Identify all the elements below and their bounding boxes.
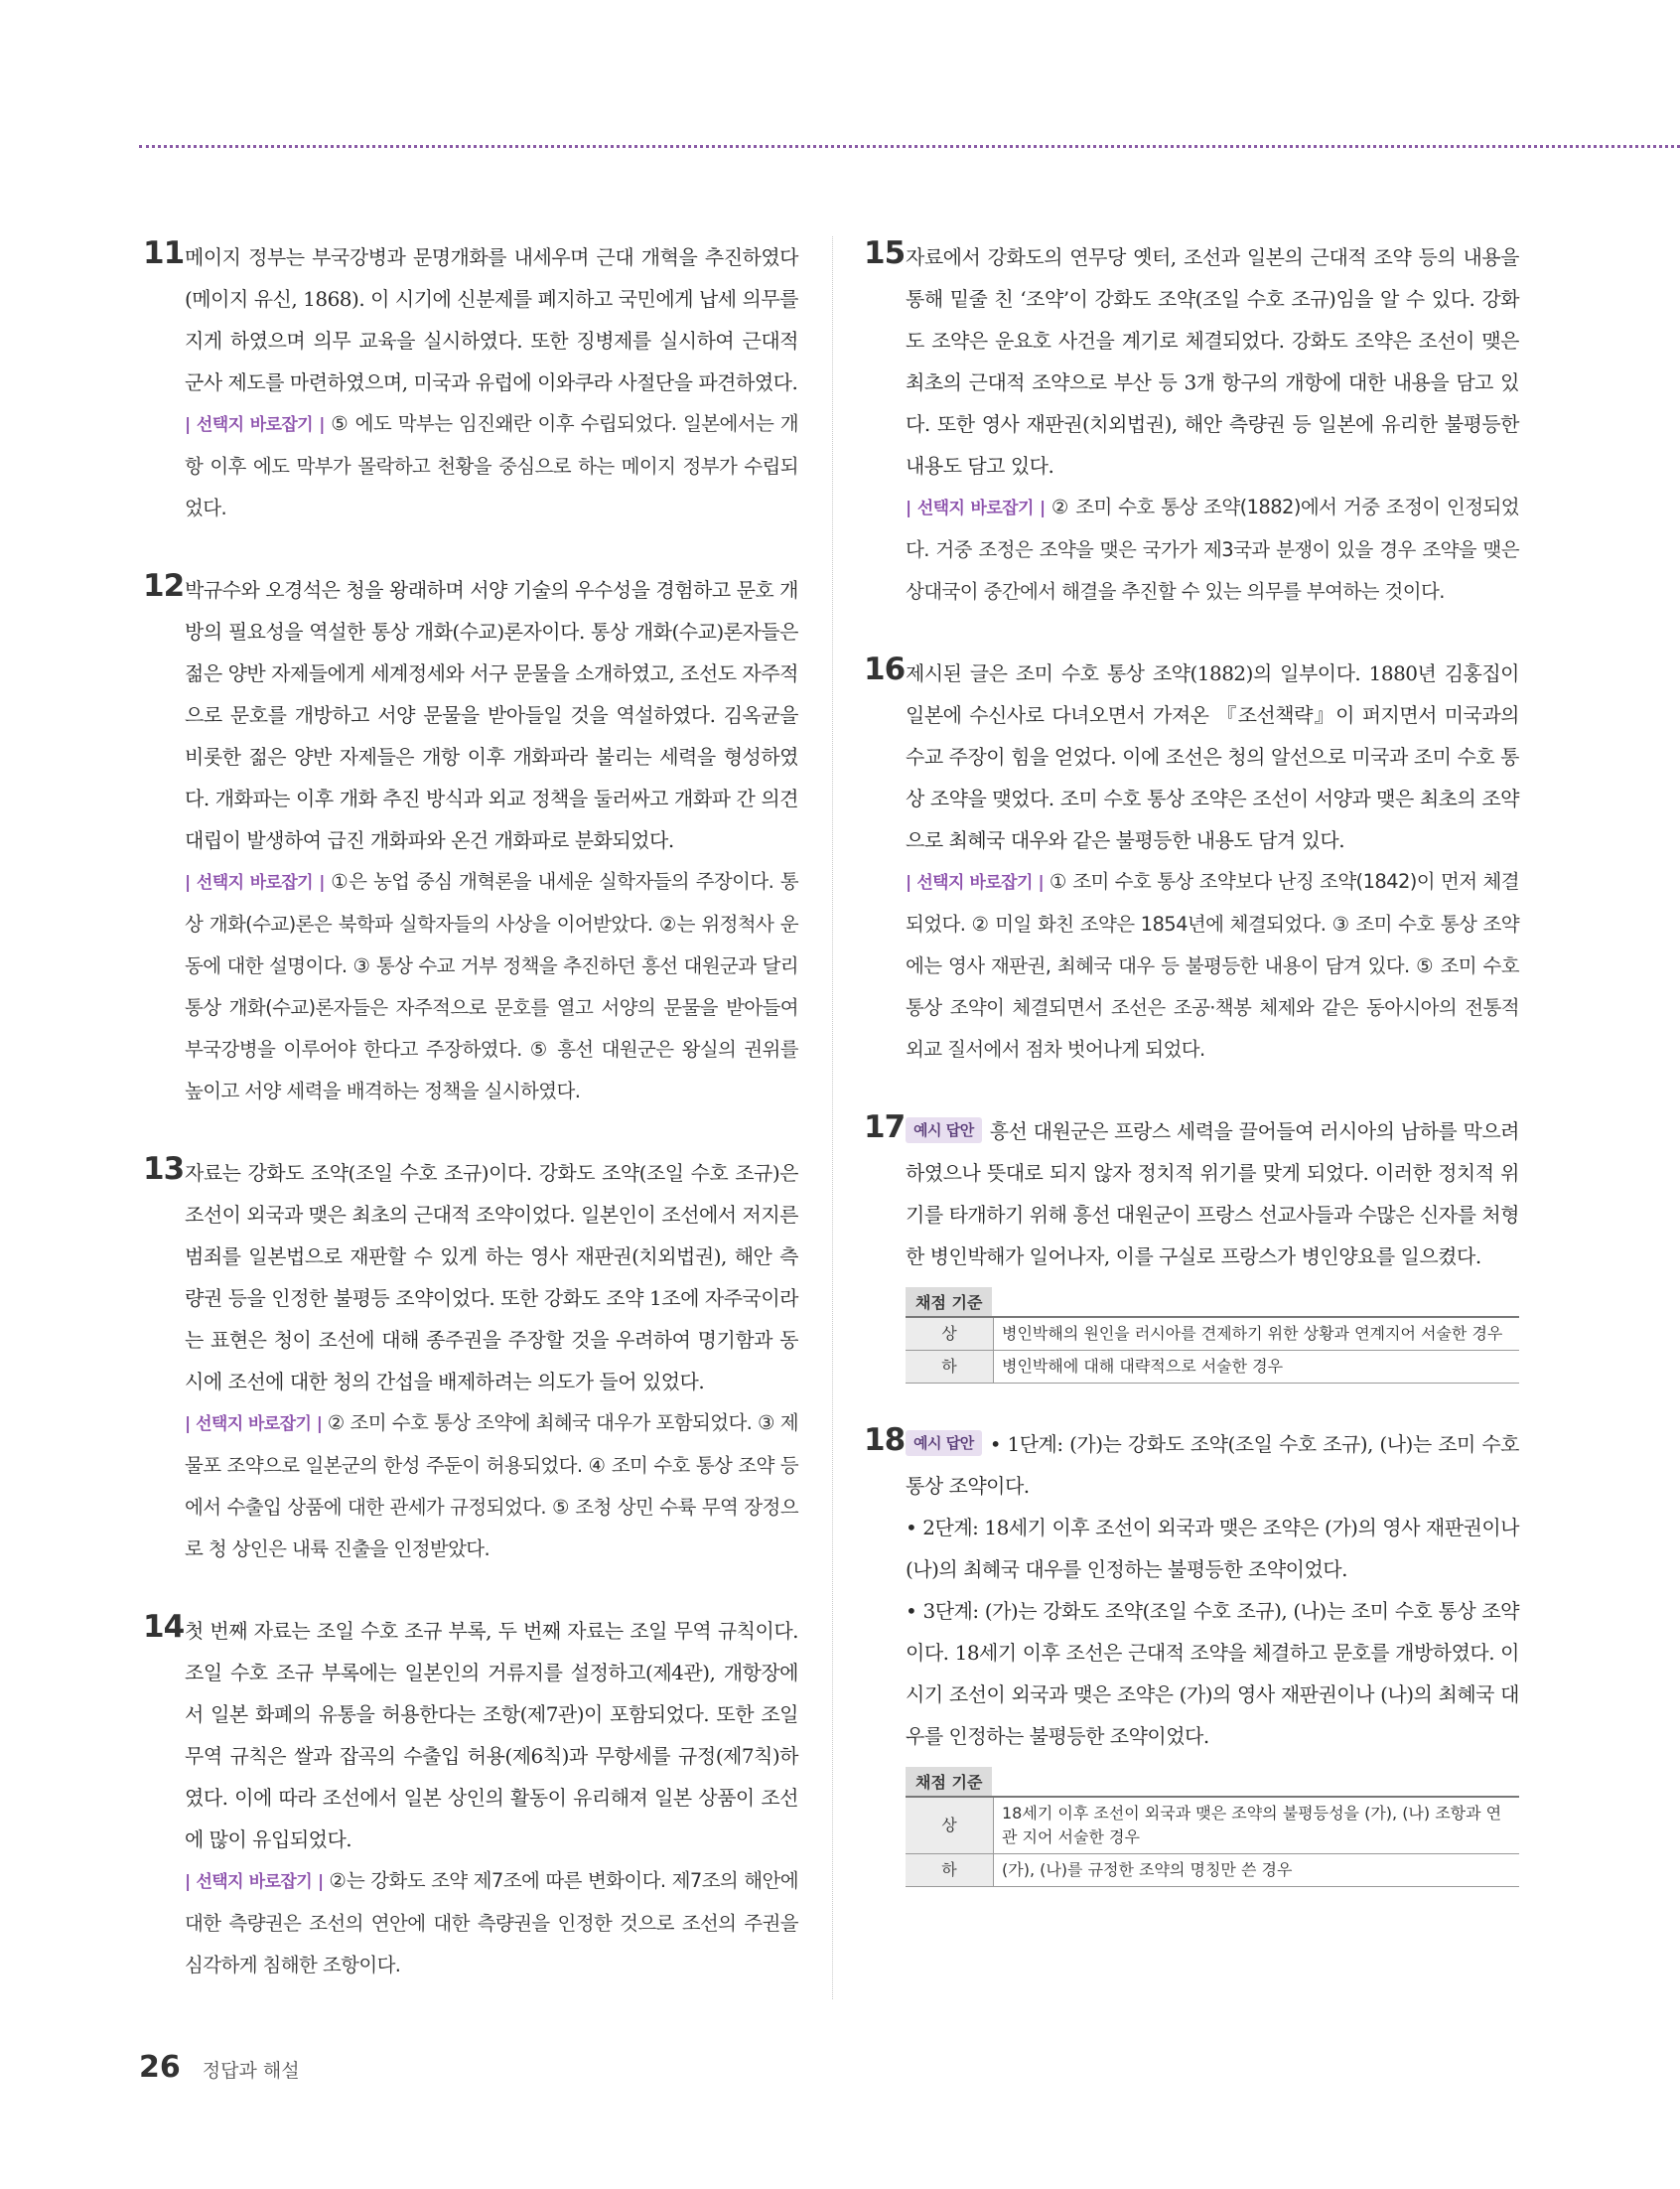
question-12 bbox=[143, 569, 798, 1112]
fix-block bbox=[185, 861, 798, 1112]
rubric-table bbox=[906, 1316, 1519, 1384]
fix-label: | 선택지 바로잡기 | bbox=[906, 499, 1051, 518]
right-column bbox=[864, 236, 1519, 1927]
fix-text: ① 조미 수호 통상 조약보다 난징 조약(1842)이 먼저 체결되었다. ② 미일 화친 조약은 1854년에 체결되었다. ③ 조미 수호 통상 조약에는 영사 재판권, 최혜국 대우 등 불평등한 내용이 담겨 있다. ⑤ 조미 수호 통상 조약이 체결되면서 조선은 조공·책봉 체제와 같은 동아시아의 전통적 외교 질서에서 점차 벗어나게 되었다. bbox=[906, 870, 1519, 1061]
question-17 bbox=[864, 1110, 1519, 1384]
question-13 bbox=[143, 1152, 798, 1570]
rubric-title: 채점 기준 bbox=[906, 1767, 992, 1796]
rubric-title: 채점 기준 bbox=[906, 1287, 992, 1316]
rubric-level: 상 bbox=[906, 1797, 994, 1854]
left-column bbox=[143, 236, 798, 2026]
question-number: 11 bbox=[143, 235, 185, 271]
step-2: • 2단계: 18세기 이후 조선이 외국과 맺은 조약은 (가)의 영사 재판권이나 (나)의 최혜국 대우를 인정하는 불평등한 조약이었다. bbox=[906, 1516, 1519, 1581]
rubric-row bbox=[906, 1351, 1519, 1384]
fix-block bbox=[906, 861, 1519, 1071]
question-15 bbox=[864, 236, 1519, 613]
rubric-level: 하 bbox=[906, 1351, 994, 1384]
fix-block bbox=[906, 487, 1519, 613]
question-16 bbox=[864, 653, 1519, 1071]
example-answer-text: 예시 답안 흥선 대원군은 프랑스 세력을 끌어들여 러시아의 남하를 막으려 하였으나 뜻대로 되지 않자 정치적 위기를 맞게 되었다. 이러한 정치적 위기를 타개하기 위해 흥선 대원군이 프랑스 선교사들과 수많은 신자를 처형한 병인박해가 일어나자, 이를 구실로 프랑스가 병인양요를 일으켰다. bbox=[906, 1119, 1519, 1268]
rubric-desc: (가), (나)를 규정한 조약의 명칭만 쓴 경우 bbox=[994, 1854, 1520, 1887]
question-number: 18 bbox=[864, 1422, 906, 1458]
fix-text: ②는 강화도 조약 제7조에 따른 변화이다. 제7조의 해안에 대한 측량권은 조선의 연안에 대한 측량권을 인정한 것으로 조선의 주권을 심각하게 침해한 조항이다. bbox=[185, 1869, 798, 1976]
question-number: 16 bbox=[864, 652, 906, 687]
example-answer-badge: 예시 답안 bbox=[906, 1430, 982, 1456]
scoring-rubric bbox=[906, 1287, 1519, 1384]
question-number: 13 bbox=[143, 1151, 185, 1187]
question-18 bbox=[864, 1423, 1519, 1887]
footer-title: 정답과 해설 bbox=[202, 2060, 300, 2082]
rubric-desc: 병인박해에 대해 대략적으로 서술한 경우 bbox=[994, 1351, 1520, 1384]
explanation-text: 박규수와 오경석은 청을 왕래하며 서양 기술의 우수성을 경험하고 문호 개방의 필요성을 역설한 통상 개화(수교)론자이다. 통상 개화(수교)론자들은 젊은 양반 자제들에게 세계정세와 서구 문물을 소개하였고, 조선도 자주적으로 문호를 개방하고 서양 문물을 받아들일 것을 역설하였다. 김옥균을 비롯한 젊은 양반 자제들은 개항 이후 개화파라 불리는 세력을 형성하였다. 개화파는 이후 개화 추진 방식과 외교 정책을 둘러싸고 개화파 간 의견 대립이 발생하여 급진 개화파와 온건 개화파로 분화되었다. bbox=[185, 578, 798, 852]
rubric-desc: 18세기 이후 조선이 외국과 맺은 조약의 불평등성을 (가), (나) 조항과 연관 지어 서술한 경우 bbox=[994, 1797, 1520, 1854]
fix-text: ② 조미 수호 통상 조약에 최혜국 대우가 포함되었다. ③ 제물포 조약으로 일본군의 한성 주둔이 허용되었다. ④ 조미 수호 통상 조약 등에서 수출입 상품에 대한 관세가 규정되었다. ⑤ 조청 상민 수륙 무역 장정으로 청 상인은 내륙 진출을 인정받았다. bbox=[185, 1411, 798, 1560]
fix-label: | 선택지 바로잡기 | bbox=[185, 1414, 328, 1434]
column-divider bbox=[832, 236, 833, 1999]
rubric-row bbox=[906, 1317, 1519, 1351]
header-dotted-rule bbox=[139, 145, 1680, 148]
fix-label: | 선택지 바로잡기 | bbox=[185, 415, 332, 435]
question-14 bbox=[143, 1610, 798, 1986]
fix-label: | 선택지 바로잡기 | bbox=[906, 873, 1050, 893]
fix-text: ⑤ 에도 막부는 임진왜란 이후 수립되었다. 일본에서는 개항 이후 에도 막부가 몰락하고 천황을 중심으로 하는 메이지 정부가 수립되었다. bbox=[185, 412, 798, 519]
step-3: • 3단계: (가)는 강화도 조약(조일 수호 조규), (나)는 조미 수호 통상 조약이다. 18세기 이후 조선은 근대적 조약을 체결하고 문호를 개방하였다. 이 시기 조선이 외국과 맺은 조약은 (가)의 영사 재판권이나 (나)의 최혜국 대우를 인정하는 불평등한 조약이었다. bbox=[906, 1599, 1519, 1748]
rubric-row bbox=[906, 1854, 1519, 1887]
page-footer bbox=[139, 2050, 300, 2085]
question-number: 12 bbox=[143, 568, 185, 604]
fix-block bbox=[185, 1860, 798, 1986]
rubric-desc: 병인박해의 원인을 러시아를 견제하기 위한 상황과 연계지어 서술한 경우 bbox=[994, 1317, 1520, 1351]
fix-label: | 선택지 바로잡기 | bbox=[185, 1872, 330, 1892]
question-number: 17 bbox=[864, 1109, 906, 1145]
scoring-rubric bbox=[906, 1767, 1519, 1887]
explanation-text: 첫 번째 자료는 조일 수호 조규 부록, 두 번째 자료는 조일 무역 규칙이다. 조일 수호 조규 부록에는 일본인의 거류지를 설정하고(제4관), 개항장에서 일본 화폐의 유통을 허용한다는 조항(제7관)이 포함되었다. 또한 조일 무역 규칙은 쌀과 잡곡의 수출입 허용(제6칙)과 무항세를 규정(제7칙)하였다. 이에 따라 조선에서 일본 상인의 활동이 유리해져 일본 상품이 조선에 많이 유입되었다. bbox=[185, 1619, 798, 1851]
example-answer-badge: 예시 답안 bbox=[906, 1117, 982, 1143]
rubric-table bbox=[906, 1796, 1519, 1887]
rubric-level: 하 bbox=[906, 1854, 994, 1887]
fix-block bbox=[185, 403, 798, 529]
explanation-text: 자료는 강화도 조약(조일 수호 조규)이다. 강화도 조약(조일 수호 조규)은 조선이 외국과 맺은 최초의 근대적 조약이었다. 일본인이 조선에서 저지른 범죄를 일본법으로 재판할 수 있게 하는 영사 재판권(치외법권), 해안 측량권 등을 인정한 불평등 조약이었다. 또한 강화도 조약 1조에 자주국이라는 표현은 청이 조선에 대해 종주권을 주장할 것을 우려하여 명기함과 동시에 조선에 대한 청의 간섭을 배제하려는 의도가 들어 있었다. bbox=[185, 1161, 798, 1393]
fix-label: | 선택지 바로잡기 | bbox=[185, 873, 332, 893]
page-number: 26 bbox=[139, 2050, 181, 2085]
question-number: 15 bbox=[864, 235, 906, 271]
fix-text: ② 조미 수호 통상 조약(1882)에서 거중 조정이 인정되었다. 거중 조정은 조약을 맺은 국가가 제3국과 분쟁이 있을 경우 조약을 맺은 상대국이 중간에서 해결을 추진할 수 있는 의무를 부여하는 것이다. bbox=[906, 496, 1519, 603]
fix-text: ①은 농업 중심 개혁론을 내세운 실학자들의 주장이다. 통상 개화(수교)론은 북학파 실학자들의 사상을 이어받았다. ②는 위정척사 운동에 대한 설명이다. ③ 통상 수교 거부 정책을 추진하던 흥선 대원군과 달리 통상 개화(수교)론자들은 자주적으로 문호를 열고 서양의 문물을 받아들여 부국강병을 이루어야 한다고 주장하였다. ⑤ 흥선 대원군은 왕실의 권위를 높이고 서양 세력을 배격하는 정책을 실시하였다. bbox=[185, 870, 798, 1102]
rubric-level: 상 bbox=[906, 1317, 994, 1351]
question-number: 14 bbox=[143, 1609, 185, 1645]
step-1: 예시 답안 • 1단계: (가)는 강화도 조약(조일 수호 조규), (나)는 조미 수호 통상 조약이다. bbox=[906, 1432, 1519, 1498]
explanation-text: 제시된 글은 조미 수호 통상 조약(1882)의 일부이다. 1880년 김홍집이 일본에 수신사로 다녀오면서 가져온 『조선책략』이 퍼지면서 미국과의 수교 주장이 힘을 얻었다. 이에 조선은 청의 알선으로 미국과 조미 수호 통상 조약을 맺었다. 조미 수호 통상 조약은 조선이 서양과 맺은 최초의 조약으로 최혜국 대우와 같은 불평등한 내용도 담겨 있다. bbox=[906, 661, 1519, 852]
explanation-text: 자료에서 강화도의 연무당 옛터, 조선과 일본의 근대적 조약 등의 내용을 통해 밑줄 친 ‘조약’이 강화도 조약(조일 수호 조규)임을 알 수 있다. 강화도 조약은 운요호 사건을 계기로 체결되었다. 강화도 조약은 조선이 맺은 최초의 근대적 조약으로 부산 등 3개 항구의 개항에 대한 내용을 담고 있다. 또한 영사 재판권(치외법권), 해안 측량권 등 일본에 유리한 불평등한 내용도 담고 있다. bbox=[906, 245, 1519, 478]
fix-block bbox=[185, 1402, 798, 1570]
explanation-text: 메이지 정부는 부국강병과 문명개화를 내세우며 근대 개혁을 추진하였다(메이지 유신, 1868). 이 시기에 신분제를 폐지하고 국민에게 납세 의무를 지게 하였으며 의무 교육을 실시하였다. 또한 징병제를 실시하여 근대적 군사 제도를 마련하였으며, 미국과 유럽에 이와쿠라 사절단을 파견하였다. bbox=[185, 245, 798, 394]
rubric-row bbox=[906, 1797, 1519, 1854]
question-11 bbox=[143, 236, 798, 529]
